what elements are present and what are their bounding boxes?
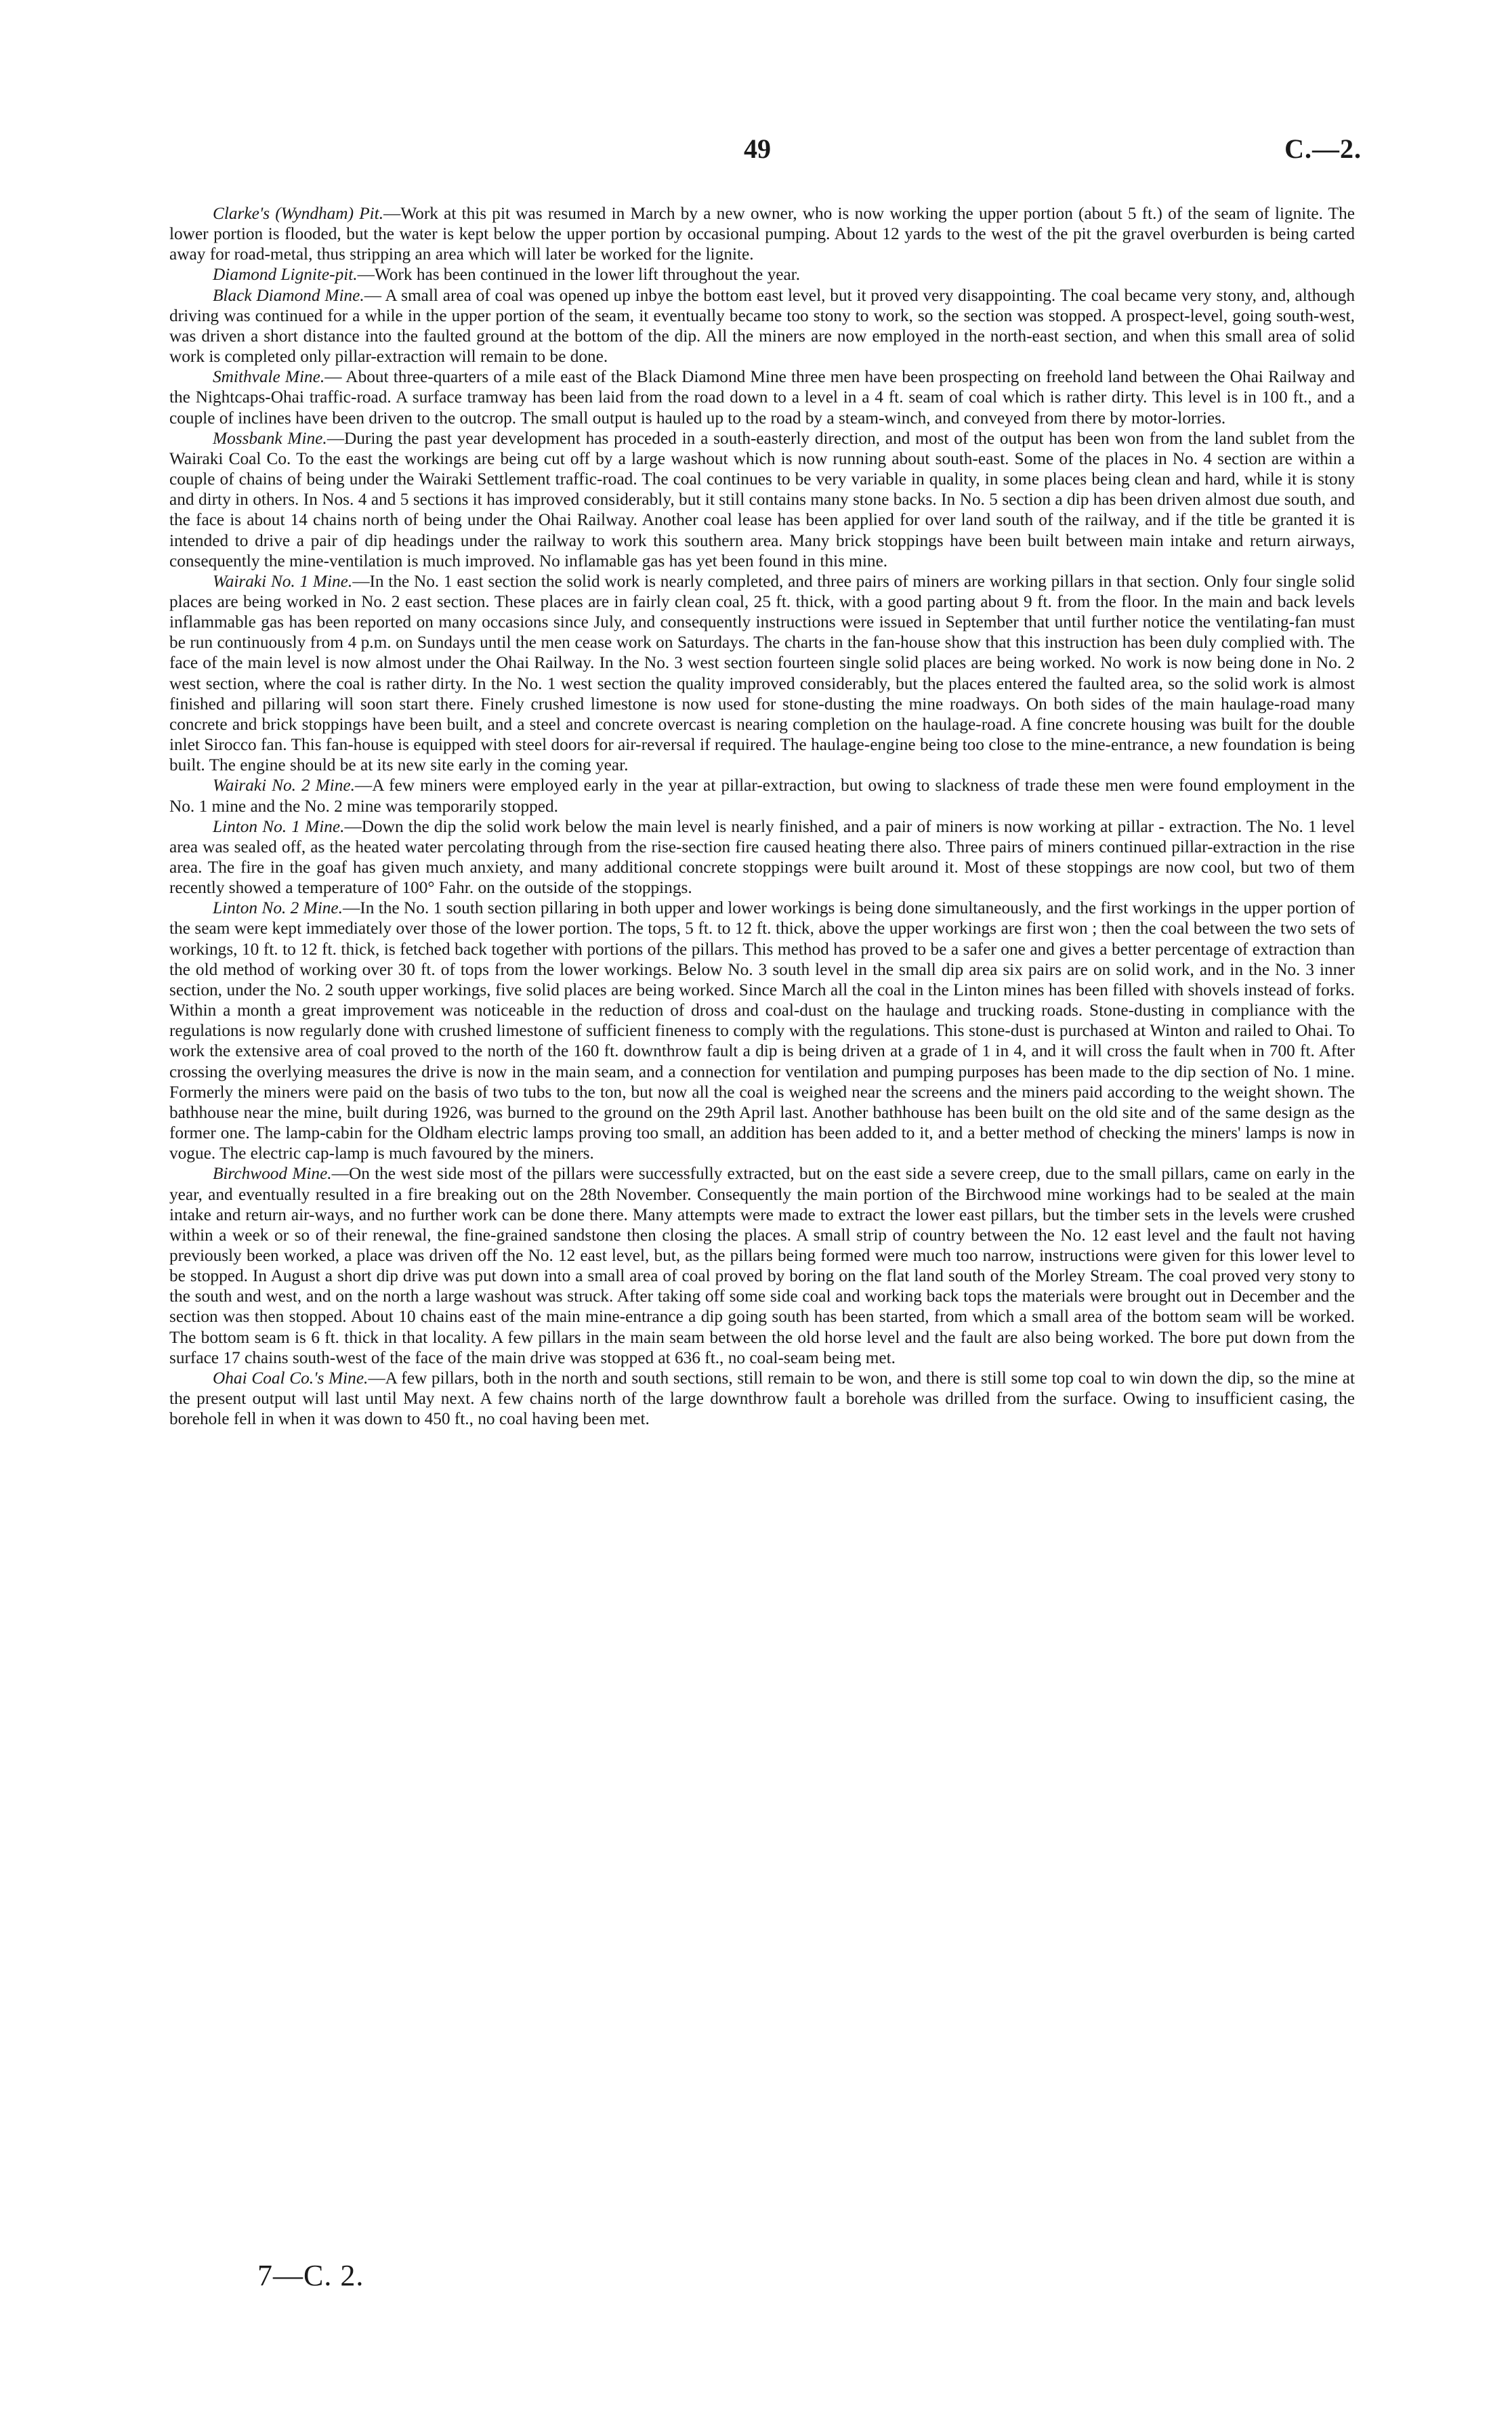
paragraph-mossbank-mine [169,428,1355,571]
paragraph-text: —On the west side most of the pillars were successfully extracted, but on the east side a severe creep, due to the small pillars, came on early in the year, and eventually resulted in a fire breaking out on the 28th November. Consequently the main portion of the Birchwood mine workings had to be sealed at the main intake and return air-ways, and no further work can be done there. Many attempts were made to extract the lower east pillars, but the timber sets in the levels were crushed within a week or so of their renewal, the fine-grained sandstone then closing the places. A small strip of country between the No. 12 east level and the fault not having previously been worked, a place was driven off the No. 12 east level, but, as the pillars being formed were much too narrow, instructions were given for this lower level to be stopped. In August a short dip drive was put down into a small area of coal proved by boring on the flat land south of the Morley Stream. The coal proved very stony to the south and west, and on the north a large washout was struck. After taking off some side coal and working back tops the materials were brought out in December and the section was then stopped. About 10 chains east of the main mine-entrance a dip going south has been started, from which a small area of the bottom seam will be worked. The bottom seam is 6 ft. thick in that locality. A few pillars in the main seam between the old horse level and the fault are also being worked. The bore put down from the surface 17 chains south-west of the face of the main drive was stopped at 636 ft., no coal-seam being met. [169,1164,1355,1367]
mine-title: Diamond Lignite-pit. [213,265,358,285]
paragraph-text: —Down the dip the solid work below the main level is nearly finished, and a pair of miners is now working at pillar - extraction. The No. 1 level area was sealed off, as the heated water percolating through from the rise-section fire caused heating there also. Three pairs of miners continued pillar-extraction in the rise area. The fire in the goaf has given much anxiety, and many additional concrete stoppings were built around it. Most of these stoppings are now cool, but two of them recently showed a temperature of 100° Fahr. on the outside of the stoppings. [169,816,1356,898]
mine-title: Linton No. 2 Mine. [213,898,343,918]
paragraph-black-diamond-mine [169,285,1355,367]
paragraph-text: —In the No. 1 east section the solid work is nearly completed, and three pairs of miners are working pillars in that section. Only four single solid places are being worked in No. 2 east section. These places are in fairly clean coal, 25 ft. thick, with a good parting about 9 ft. from the floor. In the main and back levels inflammable gas has been reported on many occasions since July, and consequently instructions were issued in September that until further notice the ventilating-fan must be run continuously from 4 p.m. on Sundays until the men cease work on Saturdays. The charts in the fan-house show that this instruction has been duly complied with. The face of the main level is now almost under the Ohai Railway. In the No. 3 west section fourteen single solid places are being worked. No work is now being done in No. 2 west section, where the coal is rather dirty. In the No. 1 west section the quality improved considerably, but the places entered the faulted area, so the solid work is almost finished and pillaring will soon start there. Finely crushed limestone is now used for stone-dusting the mine roadways. On both sides of the main haulage-road many concrete and brick stoppings have been built, and a steel and concrete overcast is nearing completion on the haulage-road. A fine concrete housing was built for the double inlet Sirocco fan. This fan-house is equipped with steel doors for air-reversal if required. The haulage-engine being too close to the mine-entrance, a new foundation is being built. The engine should be at its new site early in the coming year. [169,571,1355,775]
mine-title: Birchwood Mine. [213,1164,332,1184]
paragraph-birchwood-mine [169,1163,1355,1368]
paragraph-wairaki-no1-mine [169,571,1355,776]
paragraph-text: —In the No. 1 south section pillaring in both upper and lower workings is being done simultaneously, and the first workings in the upper portion of the seam were kept immediately over those of the lower portion. The tops, 5 ft. to 12 ft. thick, above the upper workings are first won ; then the coal between the two sets of workings, 10 ft. to 12 ft. thick, is fetched back together with portions of the pillars. This method has proved to be a safer one and gives a better percentage of extraction than the old method of working over 30 ft. of tops from the lower workings. Below No. 3 south level in the small dip area six pairs are on solid work, and in the No. 3 inner section, under the No. 2 south upper workings, five solid places are being worked. Since March all the coal in the Linton mines has been filled with shovels instead of forks. Within a month a great improvement was noticeable in the reduction of dross and coal-dust on the haulage and trucking roads. Stone-dusting in compliance with the regulations is now regularly done with crushed limestone of sufficient fineness to comply with the regulations. This stone-dust is purchased at Winton and railed to Ohai. To work the extensive area of coal proved to the north of the 160 ft. downthrow fault a dip is being driven at a grade of 1 in 4, and it will cross the fault when in 700 ft. After crossing the overlying measures the drive is now in the main seam, and a connection for ventilation and pumping purposes has been made to the dip section of No. 1 mine. Formerly the miners were paid on the basis of two tubs to the ton, but now all the coal is weighed near the screens and the miners paid according to the weight shown. The bathhouse near the mine, built during 1926, was burned to the ground on the 29th April last. Another bathhouse has been built on the old site and of the same design as the former one. The lamp-cabin for the Oldham electric lamps proving too small, an addition has been added to it, and a better method of checking the miners' lamps is now in vogue. The electric cap-lamp is much favoured by the miners. [169,898,1355,1163]
signature-mark: 7—C. 2. [257,2259,364,2292]
series-code: C.—2. [1284,133,1362,164]
paragraph-wairaki-no2-mine [169,775,1355,816]
paragraph-text: —Work has been continued in the lower lift throughout the year. [357,265,801,285]
mine-title: Mossbank Mine. [213,428,327,448]
paragraph-text: —During the past year development has proceded in a south-easterly direction, and most of the output has been won from the land sublet from the Wairaki Coal Co. To the east the workings are being cut off by a large washout which is now running about south-east. Some of the places in No. 4 section are within a couple of chains of being under the Wairaki Settlement traffic-road. The coal continues to be very variable in quality, in some places being clean and hard, while it is stony and dirty in others. In Nos. 4 and 5 sections it has improved considerably, but it still contains many stone backs. In No. 5 section a dip has been driven almost due south, and the face is about 14 chains north of being under the Ohai Railway. Another coal lease has been applied for over land south of the railway, and if the title be granted it is intended to drive a pair of dip headings under the railway to work this southern area. Many brick stoppings have been built between main intake and return airways, consequently the mine-ventilation is much improved. No inflamable gas has yet been found in this mine. [169,428,1355,570]
paragraph-text: —A few pillars, both in the north and south sections, still remain to be won, and there is still some top coal to win down the dip, so the mine at the present output will last until May next. A few chains north of the large downthrow fault a borehole was drilled from the surface. Owing to insufficient casing, the borehole fell in when it was down to 450 ft., no coal having been met. [169,1368,1355,1429]
paragraph-linton-no2-mine [169,898,1355,1163]
body-text [169,203,1355,1429]
mine-title: Black Diamond Mine. [213,285,364,305]
mine-title: Ohai Coal Co.'s Mine. [213,1368,369,1388]
paragraph-text: —Work at this pit was resumed in March by a new owner, who is now working the upper portion (about 5 ft.) of the seam of lignite. The lower portion is flooded, but the water is kept below the upper portion by occasional pumping. About 12 yards to the west of the pit the gravel overburden is being carted away for road-metal, thus stripping an area which will later be worked for the lignite. [169,204,1355,264]
paragraph-linton-no1-mine [169,816,1355,898]
mine-title: Linton No. 1 Mine. [213,816,345,836]
paragraph-text: — About three-quarters of a mile east of the Black Diamond Mine three men have been prospecting on freehold land between the Ohai Railway and the Nightcaps-Ohai traffic-road. A surface tramway has been laid from the road down to a level in a 4 ft. seam of coal which is rather dirty. This level is in 100 ft., and a couple of inclines have been driven to the outcrop. The small output is hauled up to the road by a steam-winch, and conveyed from there by motor-lorries. [169,367,1355,428]
page-number: 49 [744,133,771,164]
paragraph-text: —A few miners were employed early in the year at pillar-extraction, but owing to slackness of trade these men were found employment in the No. 1 mine and the No. 2 mine was temporarily stopped. [169,776,1355,816]
mine-title: Wairaki No. 1 Mine. [213,571,353,591]
mine-title: Clarke's (Wyndham) Pit. [213,204,384,223]
mine-title: Wairaki No. 2 Mine. [213,776,355,795]
paragraph-text: — A small area of coal was opened up inbye the bottom east level, but it proved very disappointing. The coal became very stony, and, although driving was continued for a while in the upper portion of the seam, it eventually became too stony to work, so the section was stopped. A prospect-level, going south-west, was driven a short distance into the faulted ground at the bottom of the dip. All the miners are now employed in the north-east section, and when this small area of solid work is completed only pillar-extraction will remain to be done. [169,285,1355,367]
paragraph-smithvale-mine [169,367,1355,428]
paragraph-diamond-lignite-pit [169,264,1355,285]
mine-title: Smithvale Mine. [213,367,325,387]
page-header [0,133,1512,173]
paragraph-clarkes-pit [169,203,1355,264]
paragraph-ohai-coal-co-mine [169,1368,1355,1429]
